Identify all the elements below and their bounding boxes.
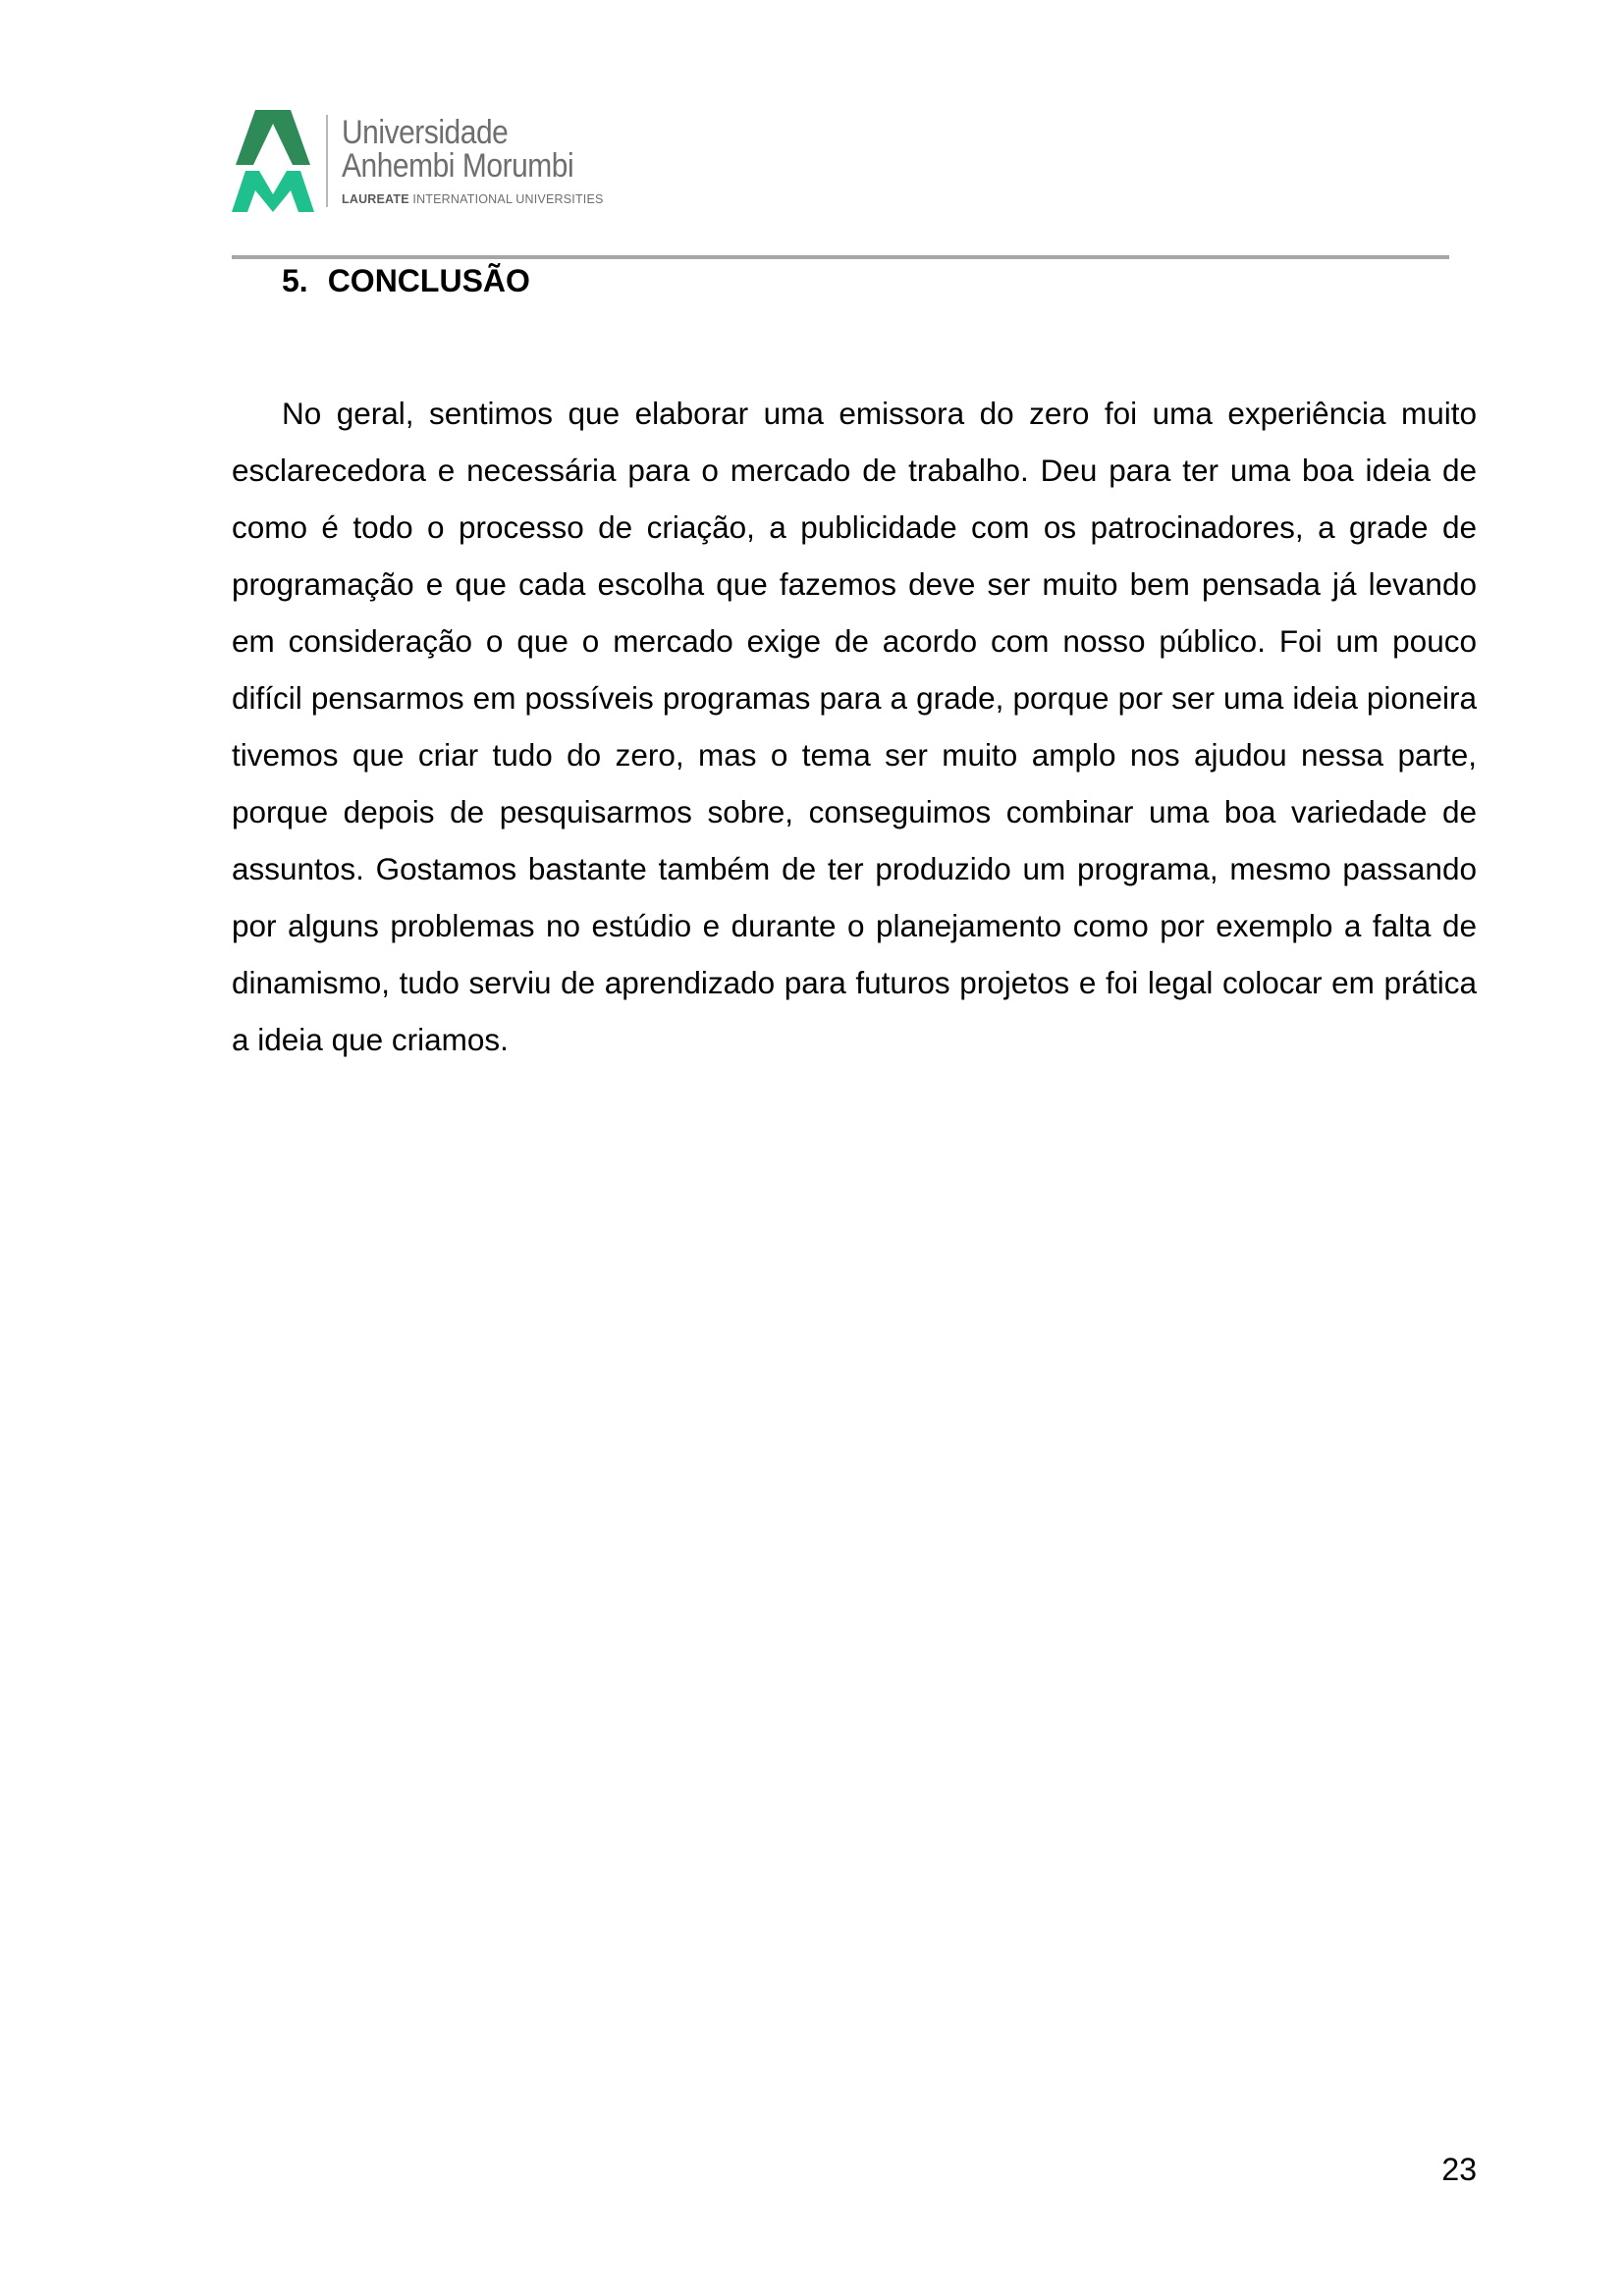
logo-tagline-rest: INTERNATIONAL UNIVERSITIES xyxy=(408,192,604,206)
logo-tagline xyxy=(342,192,605,206)
logo-divider xyxy=(326,115,328,207)
university-logo xyxy=(232,100,624,222)
section-title: CONCLUSÃO xyxy=(327,263,530,298)
page-number: 23 xyxy=(1441,2152,1477,2187)
logo-university-name-line1: Universidade xyxy=(342,114,509,151)
section-number: 5. xyxy=(282,263,308,298)
logo-text xyxy=(342,116,605,206)
logo-tagline-brand: LAUREATE xyxy=(342,192,409,206)
header-rule xyxy=(232,255,1449,259)
section-heading xyxy=(282,261,530,300)
anhembi-morumbi-logo-icon xyxy=(232,110,314,212)
conclusion-paragraph: No geral, sentimos que elaborar uma emissora do zero foi uma experiência muito esclarecedora e necessária para o mercado de trabalho. Deu para ter uma boa ideia de como é todo o processo de criação, a publicidade com os patrocinadores, a grade de programação e que cada escolha que fazemos deve ser muito bem pensada já levando em consideração o que o mercado exige de acordo com nosso público. Foi um pouco difícil pensarmos em possíveis programas para a grade, porque por ser uma ideia pioneira tivemos que criar tudo do zero, mas o tema ser muito amplo nos ajudou nessa parte, porque depois de pesquisarmos sobre, conseguimos combinar uma boa variedade de assuntos. Gostamos bastante também de ter produzido um programa, mesmo passando por alguns problemas no estúdio e durante o planejamento como por exemplo a falta de dinamismo, tudo serviu de aprendizado para futuros projetos e foi legal colocar em prática a ideia que criamos. xyxy=(232,396,1477,1057)
logo-university-name-line2: Anhembi Morumbi xyxy=(342,147,574,185)
